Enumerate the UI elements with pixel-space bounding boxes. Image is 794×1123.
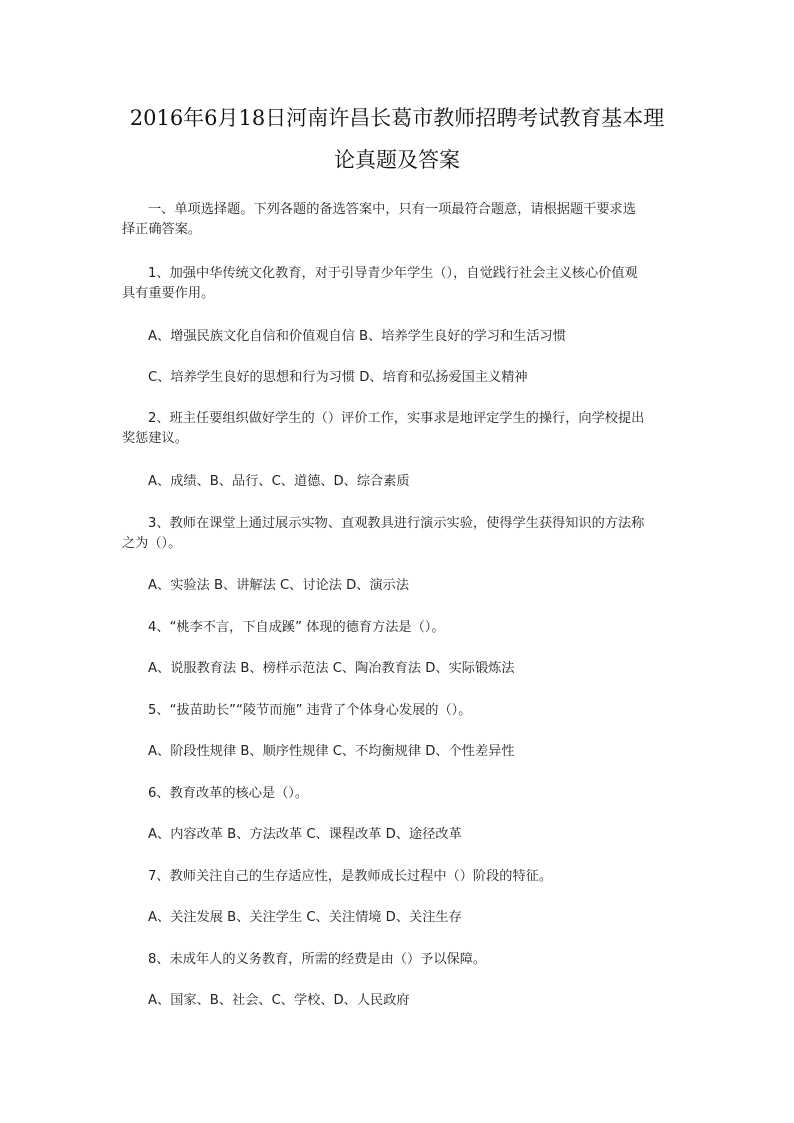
question-2-stem — [122, 409, 674, 449]
question-8-options: A、国家、B、社会、C、学校、D、人民政府 — [148, 993, 410, 1008]
question-3-stem-line2: 之为（）。 — [122, 536, 182, 551]
question-2-stem-line2: 奖惩建议。 — [122, 431, 188, 446]
question-4-options: A、说服教育法 B、榜样示范法 C、陶冶教育法 D、实际锻炼法 — [148, 661, 515, 676]
question-8-stem: 8、未成年人的义务教育，所需的经费是由（）予以保障。 — [148, 952, 487, 967]
question-2-stem-line1: 2、班主任要组织做好学生的（）评价工作，实事求是地评定学生的操行，向学校提出 — [148, 411, 645, 426]
section-intro-line1: 一、单项选择题。下列各题的备选答案中，只有一项最符合题意，请根据题干要求选 — [148, 202, 636, 217]
question-1-options-line2: C、培养学生良好的思想和行为习惯 D、培育和弘扬爱国主义精神 — [148, 370, 528, 385]
question-6-stem: 6、教育改革的核心是（）。 — [148, 786, 309, 801]
question-7-options: A、关注发展 B、关注学生 C、关注情境 D、关注生存 — [148, 910, 462, 925]
question-3-options: A、实验法 B、讲解法 C、讨论法 D、演示法 — [148, 578, 410, 593]
question-3-stem-line1: 3、教师在课堂上通过展示实物、直观教具进行演示实验，使得学生获得知识的方法称 — [148, 516, 645, 531]
section-intro — [122, 200, 674, 240]
question-5-options: A、阶段性规律 B、顺序性规律 C、不均衡规律 D、个性差异性 — [148, 744, 515, 759]
question-1-stem — [122, 264, 674, 304]
question-6-options: A、内容改革 B、方法改革 C、课程改革 D、途径改革 — [148, 827, 462, 842]
question-1-stem-line1: 1、加强中华传统文化教育，对于引导青少年学生（），自觉践行社会主义核心价值观 — [148, 266, 638, 281]
question-1-options-line1: A、增强民族文化自信和价值观自信 B、培养学生良好的学习和生活习惯 — [148, 329, 566, 344]
question-7-stem: 7、教师关注自己的生存适应性，是教师成长过程中（）阶段的特征。 — [148, 869, 553, 884]
question-1-stem-line2: 具有重要作用。 — [122, 286, 215, 301]
document-title-line1: 2016年6月18日河南许昌长葛市教师招聘考试教育基本理 — [129, 106, 665, 130]
document-title-line2: 论真题及答案 — [334, 148, 460, 172]
question-2-options: A、成绩、B、品行、C、道德、D、综合素质 — [148, 474, 410, 489]
question-3-stem — [122, 514, 674, 554]
section-intro-line2: 择正确答案。 — [122, 222, 202, 237]
question-5-stem: 5、“拔苗助长”“陵节而施” 违背了个体身心发展的（）。 — [148, 703, 472, 718]
question-4-stem: 4、“桃李不言，下自成蹊” 体现的德育方法是（）。 — [148, 620, 445, 635]
